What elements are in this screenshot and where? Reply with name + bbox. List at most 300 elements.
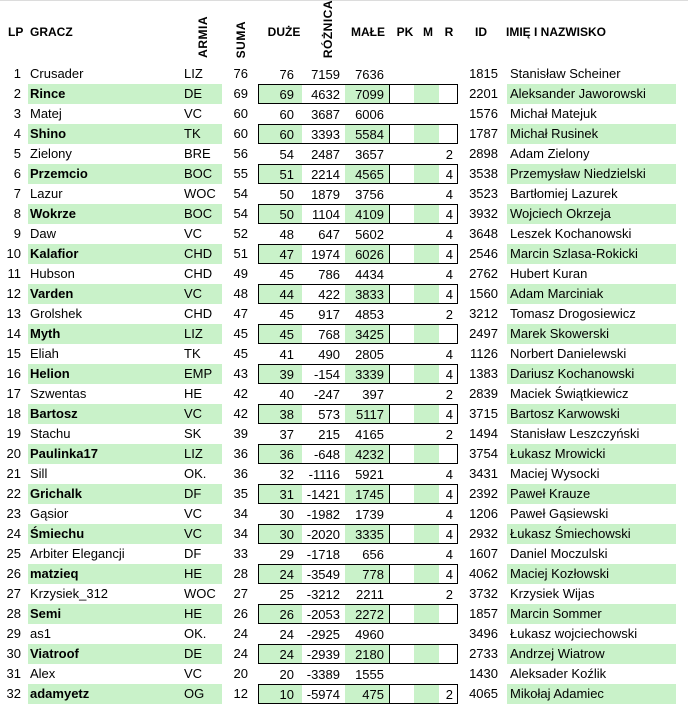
id-cell: 1126 [470,346,498,361]
score-box-large [258,124,390,144]
lp-cell: 19 [6,426,21,441]
army-cell: HE [184,566,203,581]
suma-cell: 24 [233,626,248,641]
column-header-lp: LP [8,25,24,39]
army-cell: OG [184,686,205,701]
r-cell: 4 [445,347,453,362]
player-nick-cell: Gąsior [30,506,69,521]
id-cell: 3496 [469,626,498,641]
id-cell: 4065 [469,686,498,701]
player-band [28,504,222,524]
id-cell: 2201 [469,86,498,101]
score-box-small [390,684,458,704]
m-cell [414,665,439,683]
male-cell: 475 [345,685,389,703]
player-band [28,564,222,584]
score-box-small [390,584,458,604]
duze-cell: 30 [259,525,302,543]
r-cell: 2 [445,687,453,702]
full-name-band [507,404,676,424]
table-row [0,84,688,104]
army-cell: CHD [184,246,213,261]
table-row [0,624,688,644]
id-cell: 3732 [469,586,498,601]
score-box-small [390,444,458,464]
army-cell: VC [184,406,203,421]
score-box-large [258,544,390,564]
army-cell: HE [184,386,203,401]
score-box-small [390,224,458,244]
suma-cell: 39 [233,426,248,441]
full-name-band [507,504,676,524]
suma-cell: 76 [233,66,248,81]
male-cell: 778 [345,565,389,583]
id-cell: 3932 [469,206,498,221]
duze-cell: 69 [259,85,302,103]
duze-cell: 25 [279,587,294,602]
score-box-large [258,424,390,444]
pk-cell [390,525,414,543]
m-cell [414,525,439,543]
duze-cell: 24 [259,565,302,583]
male-cell: 3339 [345,365,389,383]
player-nick-cell: Daw [30,226,57,241]
column-header-id: ID [475,25,487,39]
army-cell: WOC [184,586,216,601]
r-cell [439,625,457,643]
duze-cell: 37 [279,427,294,442]
army-cell: BOC [184,166,213,181]
score-box-large [258,284,390,304]
roznica-cell: 3393 [311,127,340,142]
r-cell [439,125,457,143]
suma-cell: 42 [233,386,248,401]
roznica-cell: -247 [313,387,340,402]
suma-cell: 27 [233,586,248,601]
male-cell: 4434 [355,267,384,282]
player-nick-cell: as1 [30,626,51,641]
player-band [28,584,222,604]
player-nick-cell: matzieq [30,566,79,581]
score-box-small [390,244,458,264]
score-box-small [390,344,458,364]
male-cell: 3335 [345,525,389,543]
r-cell [439,325,457,343]
male-cell: 5117 [345,405,389,423]
army-cell: CHD [184,306,213,321]
table-row [0,344,688,364]
lp-cell: 2 [13,86,21,101]
r-cell: 4 [445,267,453,282]
duze-cell: 32 [279,467,294,482]
player-band [28,64,222,84]
id-cell: 1430 [469,666,498,681]
m-cell [414,345,439,363]
id-cell: 3538 [469,166,498,181]
suma-cell: 20 [233,666,248,681]
pk-cell [390,685,414,703]
id-cell: 3754 [469,446,498,461]
suma-cell: 24 [233,646,248,661]
full-name-cell: Adam Zielony [510,146,590,161]
army-cell: OK. [184,626,207,641]
pk-cell [390,345,414,363]
suma-cell: 54 [233,206,248,221]
army-cell: VC [184,666,203,681]
pk-cell [390,565,414,583]
suma-cell: 47 [233,306,248,321]
player-nick-cell: Eliah [30,346,59,361]
full-name-cell: Michał Matejuk [510,106,597,121]
id-cell: 1607 [469,546,498,561]
pk-cell [390,545,414,563]
full-name-band [507,64,676,84]
pk-cell [390,325,414,343]
score-box-large [258,84,390,104]
r-cell: 4 [445,567,453,582]
suma-cell: 69 [233,86,248,101]
id-cell: 1787 [469,126,498,141]
full-name-band [507,544,676,564]
player-nick-cell: Kalafior [30,246,79,261]
score-box-large [258,324,390,344]
full-name-band [507,244,676,264]
suma-cell: 48 [233,286,248,301]
r-cell: 4 [445,227,453,242]
suma-cell: 28 [233,566,248,581]
roznica-cell: -3389 [306,667,340,682]
score-box-small [390,364,458,384]
roznica-cell: -2939 [306,647,340,662]
suma-cell: 43 [233,366,248,381]
male-cell: 6026 [345,245,389,263]
duze-cell: 60 [279,107,294,122]
table-row [0,424,688,444]
table-row [0,544,688,564]
suma-cell: 36 [233,466,248,481]
male-cell: 3425 [345,325,389,343]
r-cell [439,65,457,83]
lp-cell: 3 [13,106,21,121]
suma-cell: 36 [233,446,248,461]
full-name-cell: Łukasz Mrowicki [510,446,606,461]
full-name-band [507,84,676,104]
score-box-small [390,564,458,584]
full-name-cell: Stanisław Leszczyński [510,426,640,441]
id-cell: 1576 [469,106,498,121]
player-band [28,544,222,564]
player-nick-cell: Śmiechu [30,526,85,541]
score-box-large [258,364,390,384]
player-nick-cell: Semi [30,606,62,621]
full-name-cell: Andrzej Wiatrow [510,646,605,661]
player-nick-cell: Bartosz [30,406,78,421]
duze-cell: 60 [259,125,302,143]
column-header-suma: SUMA [234,20,248,58]
player-band [28,484,222,504]
lp-cell: 23 [6,506,21,521]
column-header-r: R [444,25,454,39]
score-box-small [390,204,458,224]
full-name-band [507,104,676,124]
score-box-large [258,664,390,684]
table-row [0,124,688,144]
full-name-cell: Bartosz Karwowski [510,406,620,421]
player-nick-cell: Crusader [30,66,84,81]
roznica-cell: 1974 [311,247,340,262]
player-band [28,264,222,284]
lp-cell: 25 [6,546,21,561]
r-cell: 2 [445,147,453,162]
column-header-roznica: RÓŻNICA [321,0,335,58]
r-cell [439,605,457,623]
full-name-band [507,684,676,704]
roznica-cell: -3212 [306,587,340,602]
player-band [28,144,222,164]
id-cell: 1206 [469,506,498,521]
score-box-small [390,664,458,684]
male-cell: 2211 [356,587,384,602]
id-cell: 3523 [469,186,498,201]
m-cell [414,545,439,563]
table-row [0,564,688,584]
player-nick-cell: Lazur [30,186,63,201]
player-nick-cell: Paulinka17 [30,446,98,461]
player-nick-cell: Arbiter Elegancji [30,546,125,561]
pk-cell [390,625,414,643]
id-cell: 2932 [469,526,498,541]
r-cell: 2 [445,387,453,402]
player-band [28,524,222,544]
m-cell [414,285,439,303]
lp-cell: 22 [6,486,21,501]
duze-cell: 24 [279,627,294,642]
pk-cell [390,445,414,463]
r-cell: 4 [445,207,453,222]
score-box-small [390,304,458,324]
male-cell: 1555 [355,667,384,682]
full-name-band [507,284,676,304]
lp-cell: 31 [6,666,21,681]
full-name-band [507,484,676,504]
score-box-large [258,244,390,264]
male-cell: 2805 [355,347,384,362]
score-box-small [390,604,458,624]
army-cell: TK [184,126,201,141]
army-cell: VC [184,226,203,241]
roznica-cell: -1982 [306,507,340,522]
male-cell: 4565 [345,165,389,183]
roznica-cell: 1879 [311,187,340,202]
lp-cell: 27 [6,586,21,601]
roznica-cell: -1421 [306,487,340,502]
score-box-small [390,624,458,644]
player-band [28,124,222,144]
score-box-large [258,604,390,624]
player-band [28,424,222,444]
full-name-cell: Norbert Danielewski [510,346,627,361]
m-cell [414,445,439,463]
full-name-band [507,164,676,184]
score-box-large [258,64,390,84]
duze-cell: 54 [279,147,294,162]
score-box-large [258,404,390,424]
score-box-large [258,104,390,124]
full-name-band [507,464,676,484]
player-band [28,104,222,124]
full-name-cell: Paweł Gąsiewski [510,506,609,521]
roznica-cell: 422 [318,287,340,302]
table-row [0,244,688,264]
score-box-large [258,504,390,524]
suma-cell: 60 [233,126,248,141]
full-name-cell: Przemysław Niedzielski [510,166,646,181]
army-cell: LIZ [184,66,203,81]
table-row [0,284,688,304]
r-cell: 4 [445,167,453,182]
table-row [0,304,688,324]
player-nick-cell: Sill [30,466,48,481]
m-cell [414,265,439,283]
player-band [28,164,222,184]
male-cell: 5584 [345,125,389,143]
r-cell: 4 [445,547,453,562]
score-box-large [258,644,390,664]
male-cell: 2272 [345,605,389,623]
score-box-large [258,344,390,364]
roznica-cell: 2214 [311,167,340,182]
pk-cell [390,65,414,83]
duze-cell: 44 [259,285,302,303]
table-row [0,444,688,464]
table-row [0,144,688,164]
table-row [0,364,688,384]
id-cell: 2546 [469,246,498,261]
army-cell: LIZ [184,446,203,461]
suma-cell: 45 [233,326,248,341]
duze-cell: 47 [259,245,302,263]
m-cell [414,625,439,643]
roznica-cell: -1116 [308,467,340,482]
lp-cell: 9 [13,226,21,241]
player-nick-cell: Grichalk [30,486,83,501]
roznica-cell: -648 [313,447,340,462]
male-cell: 6006 [355,107,384,122]
full-name-band [507,444,676,464]
duze-cell: 20 [279,667,294,682]
full-name-cell: Dariusz Kochanowski [510,366,635,381]
player-nick-cell: Grolshek [30,306,83,321]
pk-cell [390,85,414,103]
m-cell [414,605,439,623]
duze-cell: 30 [279,507,294,522]
m-cell [414,185,439,203]
score-box-small [390,144,458,164]
player-nick-cell: Wokrze [30,206,76,221]
lp-cell: 16 [6,366,21,381]
player-nick-cell: Helion [30,366,70,381]
m-cell [414,145,439,163]
army-cell: HE [184,606,203,621]
id-cell: 2497 [469,326,498,341]
id-cell: 1560 [469,286,498,301]
duze-cell: 40 [279,387,294,402]
lp-cell: 4 [13,126,21,141]
duze-cell: 45 [279,267,294,282]
lp-cell: 1 [13,66,21,81]
pk-cell [390,385,414,403]
m-cell [414,125,439,143]
score-box-small [390,644,458,664]
suma-cell: 51 [233,246,248,261]
roznica-cell: 490 [318,347,340,362]
male-cell: 3657 [355,147,384,162]
score-box-small [390,64,458,84]
full-name-cell: Maciej Wysocki [510,466,600,481]
male-cell: 7099 [345,85,389,103]
player-nick-cell: Stachu [30,426,71,441]
full-name-cell: Marek Skowerski [510,326,609,341]
pk-cell [390,125,414,143]
pk-cell [390,165,414,183]
male-cell: 5602 [355,227,384,242]
duze-cell: 39 [259,365,302,383]
score-box-small [390,84,458,104]
full-name-cell: Aleksader Koźlik [510,666,607,681]
full-name-cell: Bartłomiej Lazurek [510,186,618,201]
score-box-small [390,184,458,204]
score-box-small [390,264,458,284]
m-cell [414,65,439,83]
score-box-large [258,444,390,464]
r-cell: 4 [445,407,453,422]
player-nick-cell: Hubson [30,266,75,281]
table-row [0,184,688,204]
score-box-small [390,544,458,564]
id-cell: 1815 [469,66,498,81]
pk-cell [390,505,414,523]
male-cell: 656 [362,547,384,562]
army-cell: SK [184,426,202,441]
player-band [28,204,222,224]
full-name-cell: Marcin Szlasa-Rokicki [510,246,638,261]
suma-cell: 45 [233,346,248,361]
full-name-cell: Maciej Kozłowski [510,566,609,581]
full-name-cell: Maciek Świątkiewicz [510,386,629,401]
lp-cell: 30 [6,646,21,661]
male-cell: 4165 [355,427,384,442]
male-cell: 4960 [355,627,384,642]
roznica-cell: 2487 [311,147,340,162]
r-cell [439,445,457,463]
pk-cell [390,185,414,203]
r-cell: 4 [445,287,453,302]
army-cell: LIZ [184,326,203,341]
player-band [28,364,222,384]
roznica-cell: 1104 [312,207,340,222]
suma-cell: 26 [233,606,248,621]
full-name-cell: Krzysiek Wijas [510,586,595,601]
pk-cell [390,305,414,323]
score-box-small [390,164,458,184]
duze-cell: 38 [259,405,302,423]
duze-cell: 48 [279,227,294,242]
lp-cell: 12 [6,286,21,301]
army-cell: EMP [184,366,213,381]
lp-cell: 13 [6,306,21,321]
full-name-band [507,584,676,604]
full-name-band [507,324,676,344]
